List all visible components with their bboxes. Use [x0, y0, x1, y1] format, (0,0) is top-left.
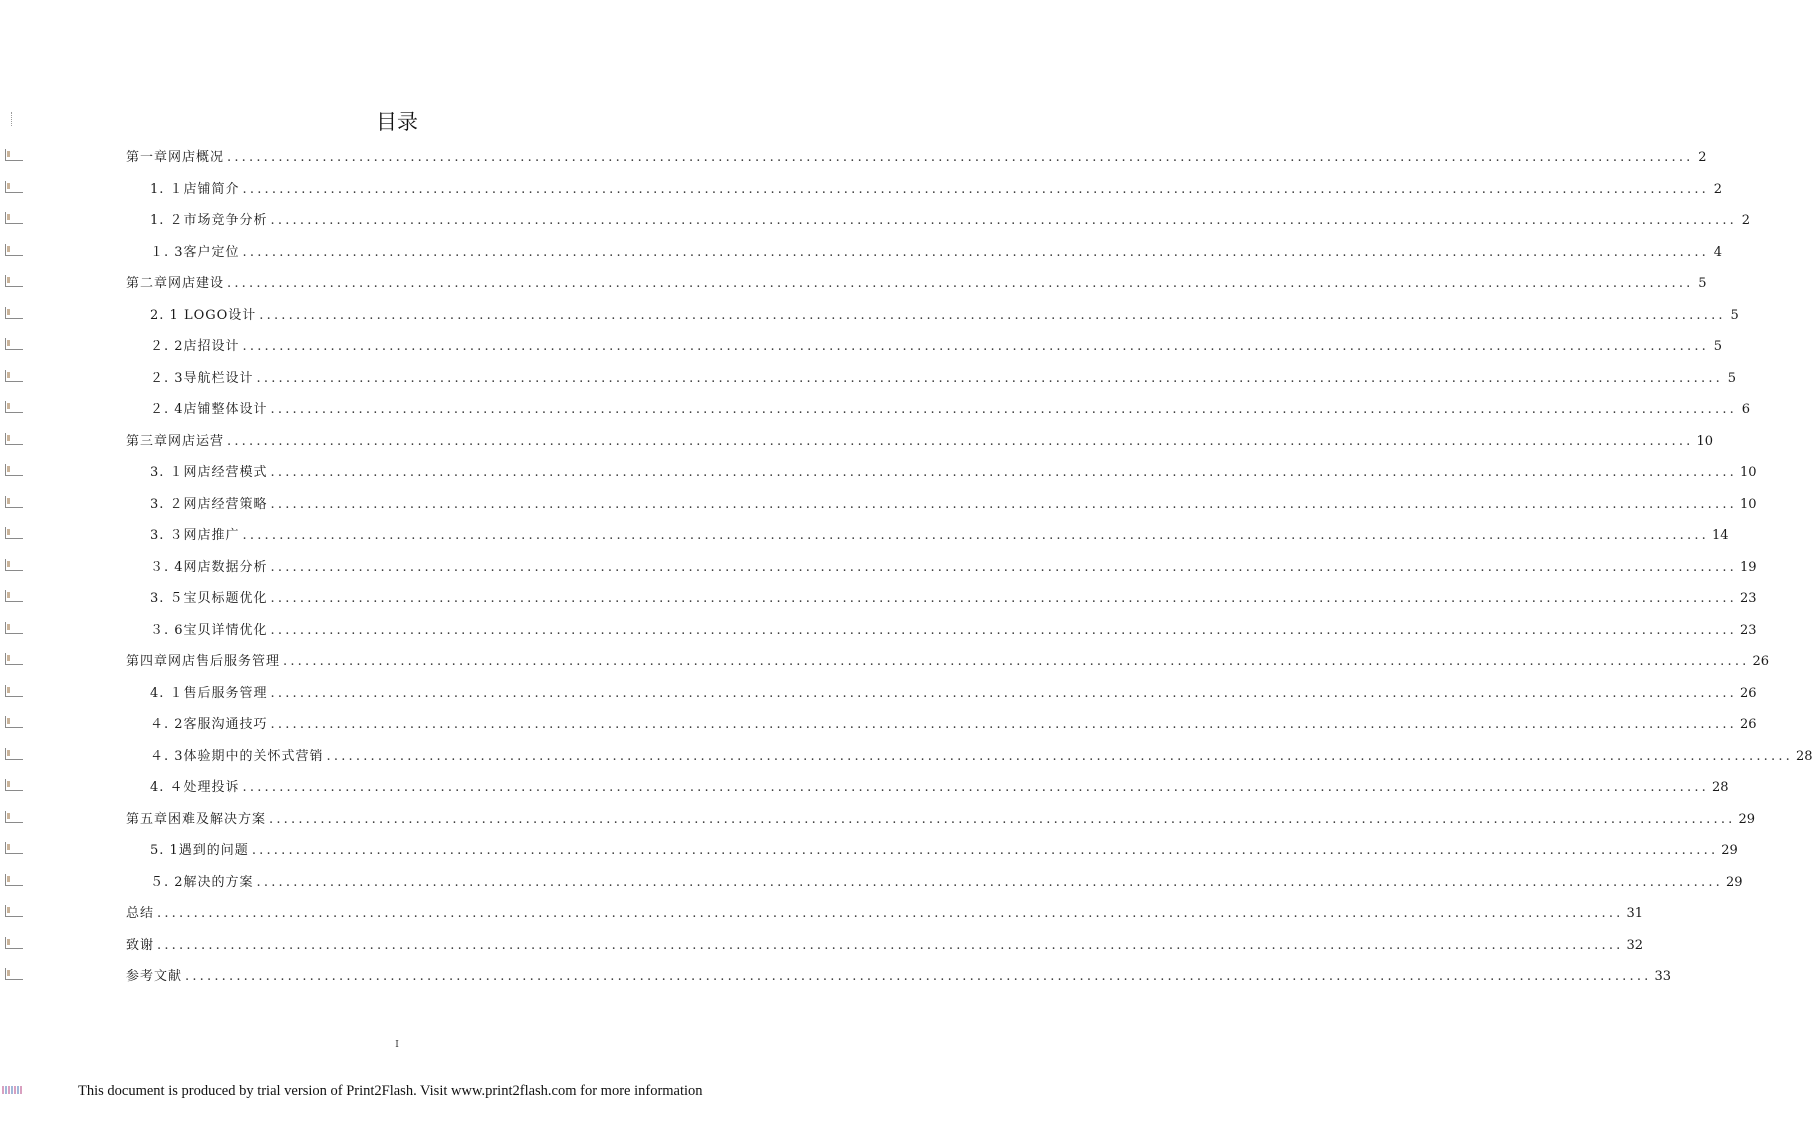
toc-entry-label: 第五章困难及解决方案 [126, 811, 267, 827]
toc-entry[interactable] [126, 142, 1707, 166]
toc-dot-leader: ........................................................................................................................................................................................................ [270, 465, 1738, 480]
toc-dot-leader: ........................................................................................................................................................................................................ [227, 150, 1694, 165]
toc-entry[interactable] [126, 268, 1707, 292]
toc-entry-label: 3. １网店经营模式 [150, 465, 268, 480]
toc-entry-label: 致谢 [126, 937, 155, 953]
toc-entry[interactable] [150, 552, 1757, 576]
toc-entry[interactable] [126, 898, 1644, 922]
toc-entry-page: 5 [1727, 370, 1737, 386]
toc-dot-leader: ........................................................................................................................................................................................................ [227, 276, 1694, 291]
toc-entry-page: 29 [1738, 811, 1756, 827]
page-title: 目录 [376, 110, 418, 134]
toc-dot-leader: ........................................................................................................................................................................................................ [242, 244, 1710, 260]
toc-entry-label: 4. ４处理投诉 [150, 780, 240, 795]
margin-marker [5, 748, 23, 760]
toc-dot-leader: ........................................................................................................................................................................................................ [283, 654, 1750, 669]
toc-entry[interactable] [150, 394, 1751, 418]
toc-entry-label: 4. １售后服务管理 [150, 685, 268, 701]
toc-entry-page: 23 [1740, 591, 1757, 606]
toc-entry-page: 29 [1721, 843, 1738, 858]
toc-dot-leader: ........................................................................................................................................................................................................ [270, 496, 1738, 512]
toc-entry-page: 4 [1713, 244, 1723, 260]
toc-entry[interactable] [150, 331, 1723, 355]
toc-entry-page: 6 [1741, 402, 1751, 417]
toc-entry-page: 14 [1712, 528, 1729, 543]
toc-entry[interactable] [150, 741, 1813, 765]
page-number: I [395, 1040, 399, 1050]
toc-dot-leader: ........................................................................................................................................................................................................ [270, 559, 1738, 575]
toc-entry-page: 2 [1741, 213, 1751, 228]
toc-entry-page: 33 [1654, 969, 1672, 984]
toc-dot-leader: ........................................................................................................................................................................................................ [242, 780, 1710, 795]
toc-entry-page: 26 [1752, 654, 1770, 669]
toc-entry-label: ４. 3体验期中的关怀式营销 [150, 748, 324, 764]
toc-entry[interactable] [150, 237, 1723, 261]
toc-entry-label: 2. 1 LOGO设计 [150, 307, 257, 323]
toc-entry[interactable] [126, 646, 1770, 670]
toc-entry-label: ２. 2店招设计 [150, 339, 240, 354]
toc-dot-leader: ........................................................................................................................................................................................................ [256, 370, 1724, 386]
margin-marker [5, 433, 23, 445]
toc-entry-page: 2 [1713, 181, 1723, 197]
margin-marker [5, 370, 23, 382]
toc-dot-leader: ........................................................................................................................................................................................................ [157, 906, 1624, 921]
toc-entry[interactable] [126, 804, 1756, 828]
toc-entry-page: 31 [1626, 906, 1644, 921]
margin-marker [5, 716, 23, 728]
toc-entry[interactable] [150, 205, 1751, 229]
toc-entry-page: 10 [1696, 433, 1714, 449]
toc-dot-leader: ........................................................................................................................................................................................................ [270, 213, 1738, 228]
toc-entry-label: 3. ３网店推广 [150, 528, 240, 543]
toc-dot-leader: ........................................................................................................................................................................................................ [270, 685, 1738, 701]
toc-entry-page: 5 [1730, 307, 1739, 323]
margin-marker [5, 244, 23, 256]
toc-dot-leader: ........................................................................................................................................................................................................ [270, 717, 1738, 732]
toc-dot-leader: ........................................................................................................................................................................................................ [270, 591, 1738, 606]
toc-entry-page: 2 [1698, 150, 1707, 165]
margin-marker [5, 968, 23, 980]
toc-entry-label: ５. 2解决的方案 [150, 874, 254, 890]
toc-dot-leader: ........................................................................................................................................................................................................ [256, 874, 1724, 890]
toc-dot-leader: ........................................................................................................................................................................................................ [185, 969, 1652, 984]
margin-marker [5, 212, 23, 224]
toc-entry-label: 3. ５宝贝标题优化 [150, 591, 268, 606]
toc-dot-leader: ........................................................................................................................................................................................................ [259, 307, 1726, 323]
toc-entry-page: 19 [1740, 559, 1757, 575]
trial-notice: This document is produced by trial version of Print2Flash. Visit www.print2flash.com for more information [78, 1083, 703, 1099]
toc-entry-label: ３. 6宝贝详情优化 [150, 622, 268, 638]
margin-marker [5, 181, 23, 193]
margin-marker [5, 401, 23, 413]
toc-entry-page: 5 [1698, 276, 1707, 291]
margin-marker [5, 307, 23, 319]
toc-entry[interactable] [150, 709, 1757, 733]
toc-entry[interactable] [150, 867, 1743, 891]
toc-entry[interactable] [126, 961, 1672, 985]
toc-entry-page: 26 [1740, 685, 1757, 701]
toc-entry-page: 26 [1740, 717, 1757, 732]
toc-entry-label: ２. 3导航栏设计 [150, 370, 254, 386]
toc-entry[interactable] [150, 174, 1723, 198]
margin-marker [5, 622, 23, 634]
toc-entry-label: 第三章网店运营 [126, 433, 225, 449]
toc-entry-label: ４. 2客服沟通技巧 [150, 717, 268, 732]
toc-dot-leader: ........................................................................................................................................................................................................ [227, 433, 1694, 449]
margin-marker [5, 779, 23, 791]
margin-marker [5, 842, 23, 854]
margin-marker [5, 905, 23, 917]
toc-entry[interactable] [150, 489, 1757, 513]
toc-entry-page: 23 [1740, 622, 1757, 638]
margin-marker [5, 653, 23, 665]
toc-dot-leader: ........................................................................................................................................................................................................ [157, 937, 1624, 953]
toc-entry[interactable] [126, 426, 1714, 450]
margin-marker [5, 937, 23, 949]
toc-entry[interactable] [150, 300, 1739, 324]
margin-marker [5, 149, 23, 161]
toc-dot-leader: ........................................................................................................................................................................................................ [242, 339, 1710, 354]
toc-entry[interactable] [150, 363, 1737, 387]
toc-entry-page: 10 [1740, 496, 1757, 512]
margin-marker [5, 464, 23, 476]
toc-entry-label: ２. 4店铺整体设计 [150, 402, 268, 417]
toc-dot-leader: ........................................................................................................................................................................................................ [326, 748, 1794, 764]
toc-entry-label: 第一章网店概况 [126, 150, 225, 165]
toc-entry-label: 1. １店铺简介 [150, 181, 240, 197]
toc-entry[interactable] [150, 678, 1757, 702]
margin-marker [5, 811, 23, 823]
toc-entry-label: 3. ２网店经营策略 [150, 496, 268, 512]
toc-entry-label: 第四章网店售后服务管理 [126, 654, 281, 669]
margin-marker [5, 590, 23, 602]
toc-entry[interactable] [150, 457, 1757, 481]
toc-entry-label: 5. 1遇到的问题 [150, 843, 249, 858]
margin-marker [5, 527, 23, 539]
toc-entry-label: 1. ２市场竞争分析 [150, 213, 268, 228]
toc-entry[interactable] [150, 615, 1757, 639]
margin-marker [5, 874, 23, 886]
toc-entry-label: 参考文献 [126, 969, 183, 984]
margin-marker [5, 559, 23, 571]
margin-marker [5, 338, 23, 350]
toc-entry-label: 总结 [126, 906, 155, 921]
toc-entry-page: 28 [1796, 748, 1813, 764]
toc-entry-page: 28 [1712, 780, 1729, 795]
toc-entry-label: １. 3客户定位 [150, 244, 240, 260]
toc-dot-leader: ........................................................................................................................................................................................................ [269, 811, 1736, 827]
toc-entry-label: ３. 4网店数据分析 [150, 559, 268, 575]
margin-marker [5, 685, 23, 697]
toc-entry-page: 10 [1740, 465, 1757, 480]
print2flash-icon [2, 1086, 22, 1094]
toc-entry[interactable] [150, 520, 1729, 544]
toc-entry-label: 第二章网店建设 [126, 276, 225, 291]
toc-entry-page: 29 [1726, 874, 1743, 890]
toc-entry-page: 5 [1713, 339, 1723, 354]
toc-dot-leader: ........................................................................................................................................................................................................ [270, 402, 1738, 417]
toc-dot-leader: ........................................................................................................................................................................................................ [270, 622, 1738, 638]
toc-dot-leader: ........................................................................................................................................................................................................ [242, 181, 1710, 197]
toc-entry[interactable] [150, 772, 1729, 796]
toc-entry[interactable] [126, 930, 1644, 954]
margin-marker [5, 275, 23, 287]
toc-entry-page: 32 [1626, 937, 1644, 953]
toc-dot-leader: ........................................................................................................................................................................................................ [242, 528, 1710, 543]
margin-marker [5, 496, 23, 508]
toc-dot-leader: ........................................................................................................................................................................................................ [251, 843, 1719, 858]
toc-entry[interactable] [150, 835, 1738, 859]
toc-entry[interactable] [150, 583, 1757, 607]
